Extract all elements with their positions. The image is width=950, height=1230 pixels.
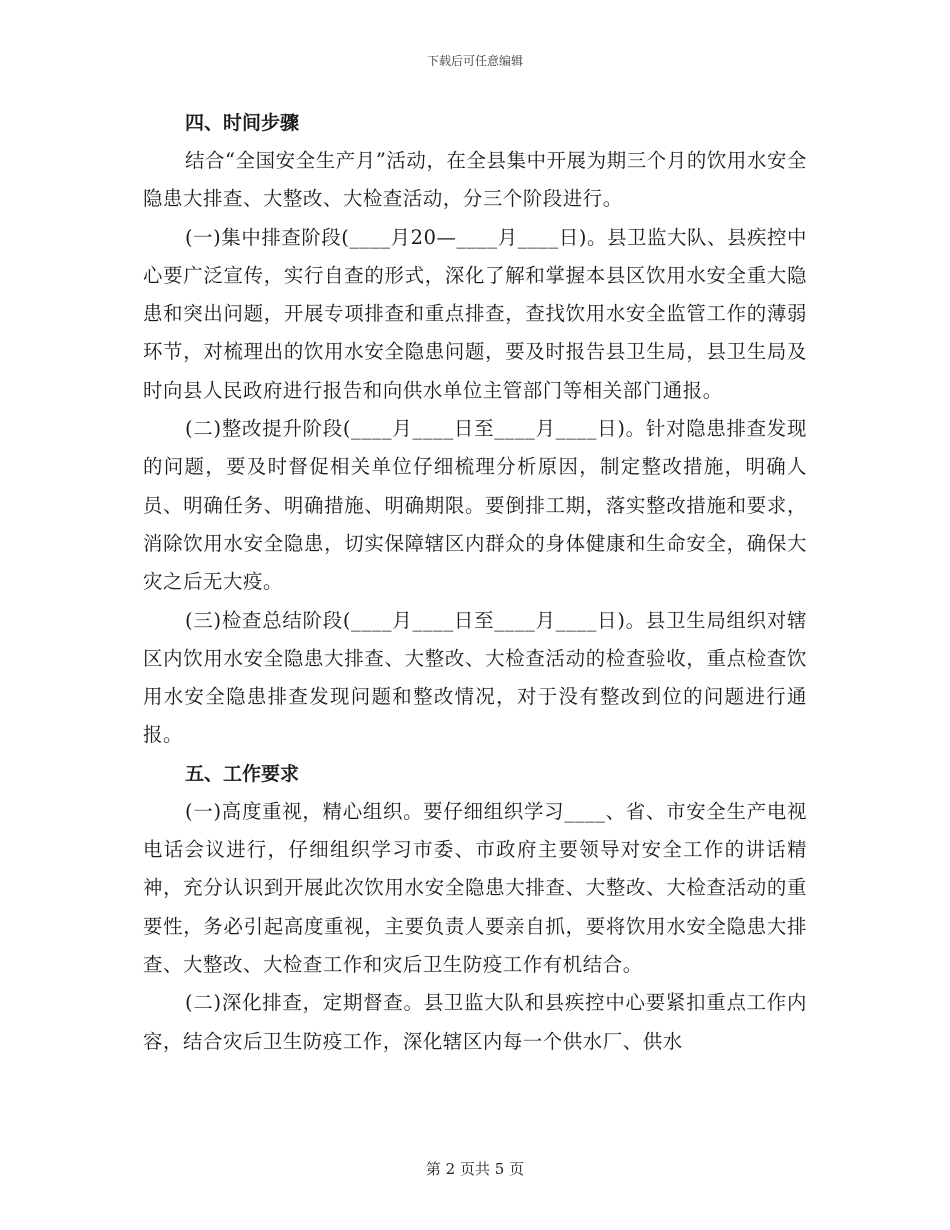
section-heading-requirements: 五、工作要求 [185,762,300,785]
page-header: 下载后可任意编辑 [426,54,523,68]
paragraph-stage-2: (二)整改提升阶段(____月____日至____月____日)。针对隐患排查发现的问题，要及时督促相关单位仔细梳理分析原因，制定整改措施，明确人员、明确任务、明确措施、明确期限。要倒排工期，落实整改措施和要求，消除饮用水安全隐患，切实保障辖区内群众的身体健康和生命安全，确保大灾之后无大疫。 [143,417,807,594]
page-footer: 第 2 页共 5 页 [425,1160,525,1178]
paragraph-intro: 结合“全国安全生产月”活动，在全县集中开展为期三个月的饮用水安全隐患大排查、大整改、大检查活动，分三个阶段进行。 [143,149,807,211]
paragraph-requirement-1: (一)高度重视，精心组织。要仔细组织学习____、省、市安全生产电视电话会议进行，仔细组织学习市委、市政府主要领导对安全工作的讲话精神，充分认识到开展此次饮用水安全隐患大排查、大整改、大检查活动的重要性，务必引起高度重视，主要负责人要亲自抓，要将饮用水安全隐患大排查、大整改、大检查工作和灾后卫生防疫工作有机结合。 [143,799,807,976]
paragraph-stage-3: (三)检查总结阶段(____月____日至____月____日)。县卫生局组织对辖区内饮用水安全隐患大排查、大整改、大检查活动的检查验收，重点检查饮用水安全隐患排查发现问题和整改情况，对于没有整改到位的问题进行通报。 [143,608,807,747]
paragraph-requirement-2: (二)深化排查，定期督查。县卫监大队和县疾控中心要紧扣重点工作内容，结合灾后卫生防疫工作，深化辖区内每一个供水厂、供水 [143,991,807,1053]
paragraph-stage-1: (一)集中排查阶段(____月20—____月____日)。县卫监大队、县疾控中心要广泛宣传，实行自查的形式，深化了解和掌握本县区饮用水安全重大隐患和突出问题，开展专项排查和重点排查，查找饮用水安全监管工作的薄弱环节，对梳理出的饮用水安全隐患问题，要及时报告县卫生局，县卫生局及时向县人民政府进行报告和向供水单位主管部门等相关部门通报。 [143,225,807,402]
document-body [143,104,807,1061]
section-heading-schedule: 四、时间步骤 [185,112,300,134]
